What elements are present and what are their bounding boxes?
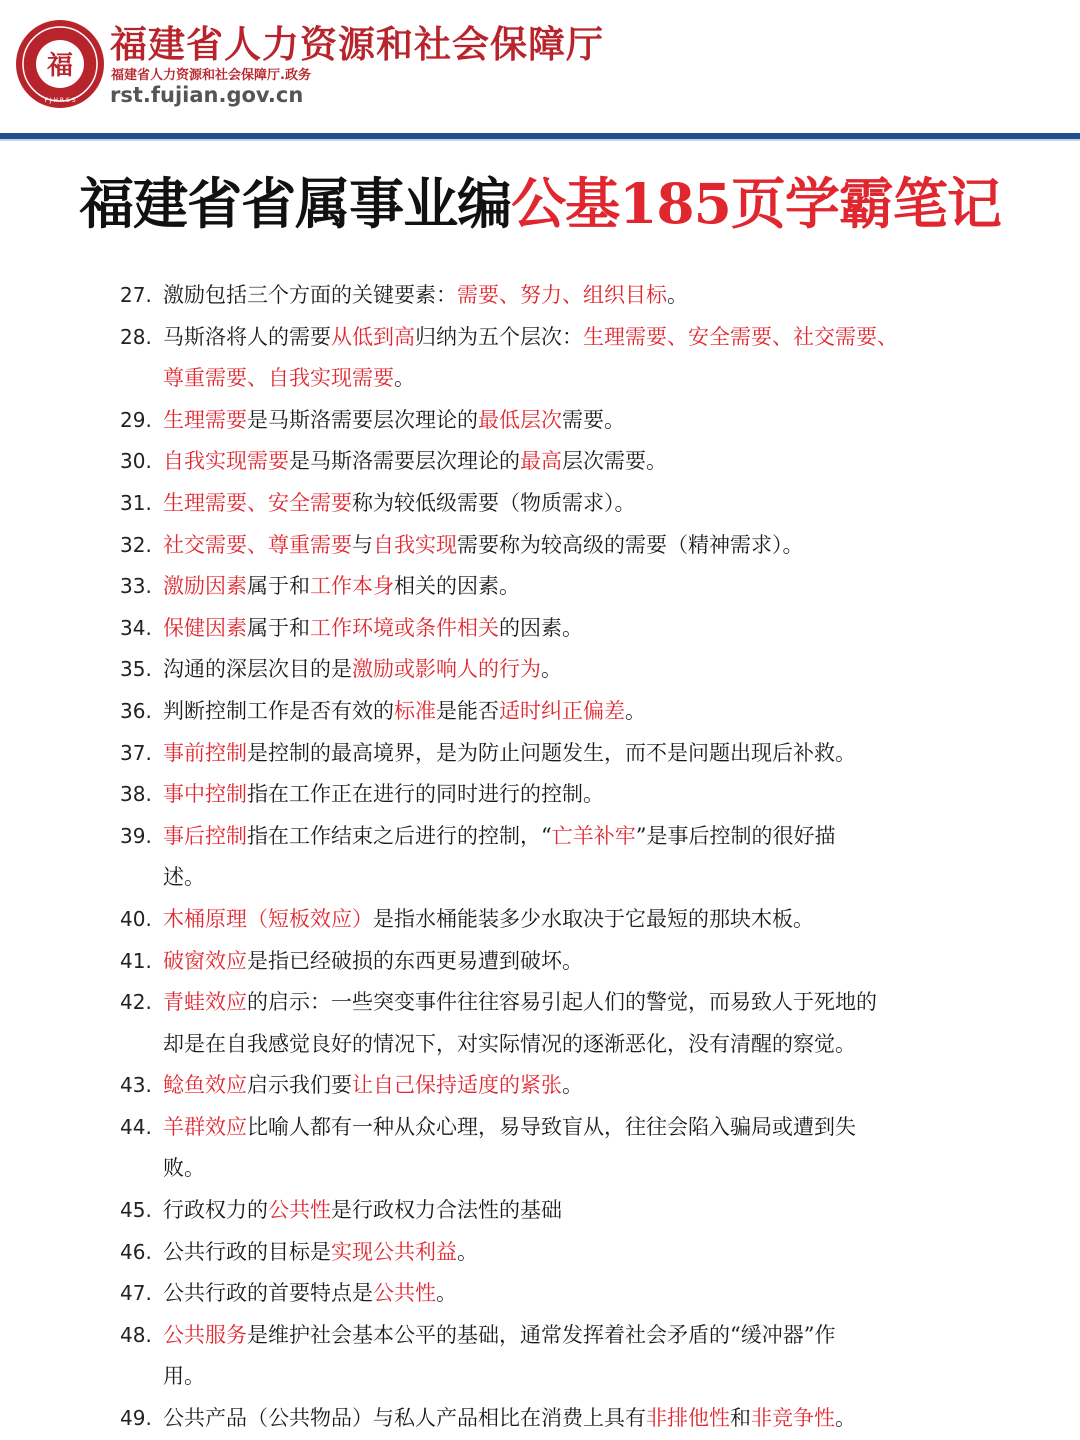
note-number: 37. <box>120 740 152 765</box>
note-segment: 。 <box>436 1281 457 1306</box>
notes-list <box>120 275 1020 1440</box>
note-text <box>163 1190 1020 1232</box>
highlight-term: 破窗效应 <box>163 948 247 973</box>
note-number: 33. <box>120 574 152 599</box>
note-text <box>163 899 1020 941</box>
note-item <box>120 982 1020 1024</box>
highlight-term: 非竞争性 <box>751 1406 835 1431</box>
note-text <box>163 1232 1020 1274</box>
note-segment: 用。 <box>163 1364 205 1389</box>
note-item <box>120 733 1020 775</box>
highlight-term: 激励因素 <box>163 574 247 599</box>
note-item <box>120 483 1020 525</box>
note-segment: 述。 <box>163 865 205 890</box>
note-segment: 是马斯洛需要层次理论的 <box>289 449 520 474</box>
note-item <box>120 441 1020 483</box>
note-segment: 的因素。 <box>499 615 583 640</box>
highlight-term: 工作本身 <box>310 574 394 599</box>
note-number: 39. <box>120 823 152 848</box>
highlight-term: 自我实现需要 <box>163 449 289 474</box>
note-number: 35. <box>120 657 152 682</box>
note-number: 41. <box>120 948 152 973</box>
highlight-term: 需要、努力、组织目标 <box>457 283 667 307</box>
note-item <box>120 525 1020 567</box>
org-url[interactable]: rst.fujian.gov.cn <box>110 83 304 107</box>
seal-glyph: 福 <box>46 51 74 81</box>
note-segment: 。 <box>541 657 562 682</box>
note-number: 30. <box>120 449 152 474</box>
note-segment: 归纳为五个层次： <box>415 324 583 349</box>
note-segment: 是维护社会基本公平的基础，通常发挥着社会矛盾的“缓冲器”作 <box>247 1322 836 1347</box>
note-item <box>120 1273 1020 1315</box>
note-segment: 是控制的最高境界，是为防止问题发生，而不是问题出现后补救。 <box>247 740 856 765</box>
note-segment: 属于和 <box>247 615 310 640</box>
note-text <box>163 941 1020 983</box>
note-item <box>120 1232 1020 1274</box>
note-text <box>163 317 1020 359</box>
note-segment: 和 <box>730 1406 751 1431</box>
note-segment: 的启示：一些突变事件往往容易引起人们的警觉，而易致人于死地的 <box>247 990 877 1015</box>
highlight-term: 适时纠正偏差 <box>499 698 625 723</box>
note-segment: 相关的因素。 <box>394 574 520 599</box>
note-segment: 沟通的深层次目的是 <box>163 657 352 682</box>
note-segment: 公共行政的首要特点是 <box>163 1281 373 1306</box>
highlight-term: 生理需要、安全需要、社交需要、 <box>583 324 898 349</box>
note-text <box>163 1107 1020 1149</box>
note-segment: 指在工作正在进行的同时进行的控制。 <box>247 782 604 807</box>
header-divider-shadow <box>0 139 1080 141</box>
note-item <box>120 691 1020 733</box>
note-segment: 却是在自我感觉良好的情况下，对实际情况的逐渐恶化，没有清醒的察觉。 <box>163 1031 856 1056</box>
title-black-part: 福建省省属事业编 <box>79 171 512 236</box>
note-text <box>163 483 1020 525</box>
note-number: 45. <box>120 1198 152 1223</box>
note-item <box>120 608 1020 650</box>
highlight-term: 鲶鱼效应 <box>163 1073 247 1098</box>
header-banner <box>0 0 1080 135</box>
note-item-continuation <box>120 1024 1020 1066</box>
note-text <box>163 1148 1020 1190</box>
title-red-part: 公基185页学霸笔记 <box>511 171 1001 236</box>
note-item <box>120 1398 1020 1440</box>
note-segment: 。 <box>667 283 688 307</box>
note-text <box>163 275 1020 317</box>
note-item <box>120 1315 1020 1357</box>
note-number: 40. <box>120 906 152 931</box>
highlight-term: 从低到高 <box>331 324 415 349</box>
note-text <box>163 649 1020 691</box>
note-segment: 称为较低级需要（物质需求）。 <box>352 490 636 515</box>
highlight-term: 生理需要、安全需要 <box>163 490 352 515</box>
note-text <box>163 1273 1020 1315</box>
note-item <box>120 899 1020 941</box>
note-text <box>163 982 1020 1024</box>
note-text <box>163 1356 1020 1398</box>
note-segment: 。 <box>562 1073 583 1098</box>
note-item <box>120 941 1020 983</box>
note-number <box>120 358 163 400</box>
note-number <box>120 1148 163 1190</box>
highlight-term: 青蛙效应 <box>163 990 247 1015</box>
note-number: 43. <box>120 1073 152 1098</box>
highlight-term: 非排他性 <box>646 1406 730 1431</box>
note-item <box>120 649 1020 691</box>
note-item <box>120 400 1020 442</box>
note-number: 36. <box>120 698 152 723</box>
note-segment: 比喻人都有一种从众心理，易导致盲从，往往会陷入骗局或遭到失 <box>247 1114 856 1139</box>
note-number: 42. <box>120 990 152 1015</box>
highlight-term: 社交需要、尊重需要 <box>163 532 352 557</box>
note-item <box>120 774 1020 816</box>
org-name: 福建省人力资源和社会保障厅 <box>110 22 604 66</box>
note-number: 47. <box>120 1281 152 1306</box>
note-text <box>163 525 1020 567</box>
note-text <box>163 441 1020 483</box>
note-segment: 公共行政的目标是 <box>163 1239 331 1264</box>
note-number: 27. <box>120 283 152 307</box>
highlight-term: 公共性 <box>268 1198 331 1223</box>
highlight-term: 工作环境或条件相关 <box>310 615 499 640</box>
note-item <box>120 1190 1020 1232</box>
note-item <box>120 317 1020 359</box>
note-number: 32. <box>120 532 152 557</box>
highlight-term: 保健因素 <box>163 615 247 640</box>
highlight-term: 最高 <box>520 449 562 474</box>
note-segment: 属于和 <box>247 574 310 599</box>
highlight-term: 公共服务 <box>163 1322 247 1347</box>
note-number <box>120 1356 163 1398</box>
highlight-term: 实现公共利益 <box>331 1239 457 1264</box>
note-number: 28. <box>120 324 152 349</box>
note-text <box>163 566 1020 608</box>
note-segment: 是能否 <box>436 698 499 723</box>
note-segment: 激励包括三个方面的关键要素： <box>163 283 457 307</box>
note-segment: 与 <box>352 532 373 557</box>
note-item <box>120 816 1020 858</box>
highlight-term: 事后控制 <box>163 823 247 848</box>
note-segment: 是指已经破损的东西更易遭到破坏。 <box>247 948 583 973</box>
note-number: 31. <box>120 490 152 515</box>
note-segment: 判断控制工作是否有效的 <box>163 698 394 723</box>
note-number <box>120 1024 163 1066</box>
note-segment: 败。 <box>163 1156 205 1181</box>
note-segment: 。 <box>394 366 415 391</box>
note-item-continuation <box>120 857 1020 899</box>
note-text <box>163 691 1020 733</box>
note-segment: 行政权力的 <box>163 1198 268 1223</box>
highlight-term: 事前控制 <box>163 740 247 765</box>
note-item-continuation <box>120 358 1020 400</box>
note-text <box>163 1315 1020 1357</box>
note-segment: 。 <box>625 698 646 723</box>
note-text <box>163 1024 1020 1066</box>
note-segment: 马斯洛将人的需要 <box>163 324 331 349</box>
note-text <box>163 358 1020 400</box>
note-segment: 是行政权力合法性的基础 <box>331 1198 562 1223</box>
note-segment: 层次需要。 <box>562 449 667 474</box>
note-number: 44. <box>120 1114 152 1139</box>
seal-initials: F J H R S S <box>44 97 76 104</box>
org-subtitle: 福建省人力资源和社会保障厅.政务 <box>111 68 311 83</box>
note-text <box>163 857 1020 899</box>
department-seal-logo <box>14 18 106 110</box>
highlight-term: 自我实现 <box>373 532 457 557</box>
note-segment: 公共产品（公共物品）与私人产品相比在消费上具有 <box>163 1406 646 1431</box>
note-number <box>120 857 163 899</box>
highlight-term: 木桶原理（短板效应） <box>163 906 373 931</box>
note-segment: 需要称为较高级的需要（精神需求）。 <box>457 532 804 557</box>
note-item-continuation <box>120 1148 1020 1190</box>
note-item <box>120 1107 1020 1149</box>
note-item <box>120 566 1020 608</box>
highlight-term: 让自己保持适度的紧张 <box>352 1073 562 1098</box>
note-text <box>163 400 1020 442</box>
highlight-term: 公共性 <box>373 1281 436 1306</box>
note-item <box>120 275 1020 317</box>
note-number: 46. <box>120 1239 152 1264</box>
highlight-term: 尊重需要、自我实现需要 <box>163 366 394 391</box>
note-text <box>163 1398 1020 1440</box>
note-number: 48. <box>120 1322 152 1347</box>
note-segment: 启示我们要 <box>247 1073 352 1098</box>
note-number: 49. <box>120 1406 152 1431</box>
note-segment: 是马斯洛需要层次理论的 <box>247 407 478 432</box>
highlight-term: 亡羊补牢 <box>551 823 636 848</box>
note-text <box>163 733 1020 775</box>
note-text <box>163 774 1020 816</box>
note-segment: 是指水桶能装多少水取决于它最短的那块木板。 <box>373 906 814 931</box>
note-segment: 。 <box>835 1406 856 1431</box>
page-title <box>0 160 1080 239</box>
highlight-term: 羊群效应 <box>163 1114 247 1139</box>
note-segment: ”是事后控制的很好描 <box>635 823 836 848</box>
note-number: 29. <box>120 407 152 432</box>
note-item <box>120 1065 1020 1107</box>
highlight-term: 标准 <box>394 698 436 723</box>
highlight-term: 最低层次 <box>478 407 562 432</box>
note-text <box>163 608 1020 650</box>
note-segment: 需要。 <box>562 407 625 432</box>
note-segment: 。 <box>457 1239 478 1264</box>
note-text <box>163 816 1020 858</box>
note-text <box>163 1065 1020 1107</box>
note-segment: 指在工作结束之后进行的控制，“ <box>247 823 552 848</box>
highlight-term: 事中控制 <box>163 782 247 807</box>
note-number: 38. <box>120 782 152 807</box>
note-number: 34. <box>120 615 152 640</box>
highlight-term: 激励或影响人的行为 <box>352 657 541 682</box>
note-item-continuation <box>120 1356 1020 1398</box>
highlight-term: 生理需要 <box>163 407 247 432</box>
